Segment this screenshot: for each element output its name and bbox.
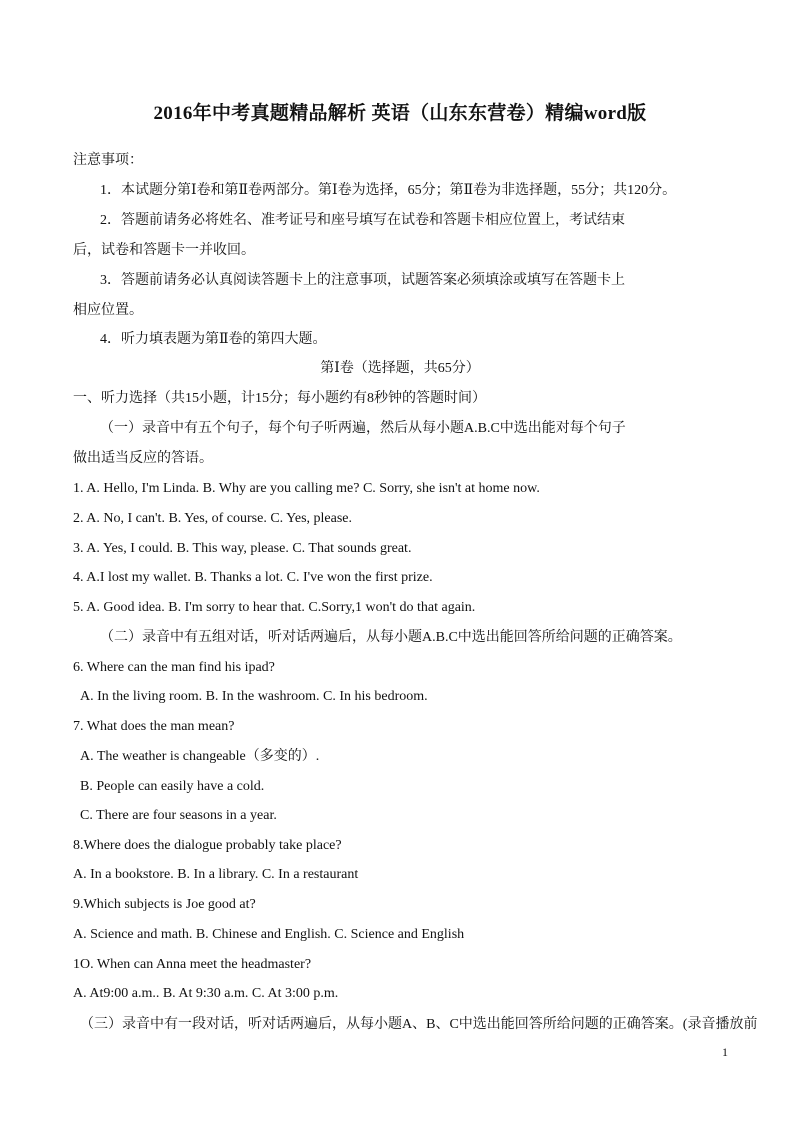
subsection-3-instructions: （三）录音中有一段对话，听对话两遍后，从每小题A、B、C中选出能回答所给问题的正确答案。(录音播放前 [80, 1017, 758, 1032]
page-number: 1 [722, 1045, 728, 1059]
page-title: 2016年中考真题精品解析 英语（山东东营卷）精编word版 [153, 103, 647, 124]
question-9: 9.Which subjects is Joe good at? [73, 897, 256, 912]
question-5: 5. A. Good idea. B. I'm sorry to hear that. C.Sorry,1 won't do that again. [73, 600, 476, 615]
note-item-3-cont: 相应位置。 [73, 303, 143, 318]
note-item-3: 3．答题前请务必认真阅读答题卡上的注意事项，试题答案必须填涂或填写在答题卡上 [100, 273, 625, 288]
subsection-1-instructions-cont: 做出适当反应的答语。 [73, 451, 213, 466]
question-7-option-b: B. People can easily have a cold. [80, 779, 265, 794]
question-10-options: A. At9:00 a.m.. B. At 9:30 a.m. C. At 3:00 p.m. [73, 986, 339, 1001]
question-1: 1. A. Hello, I'm Linda. B. Why are you calling me? C. Sorry, she isn't at home now. [73, 481, 540, 496]
section1-heading: 一、听力选择（共15小题，计15分；每小题约有8秒钟的答题时间） [73, 391, 486, 406]
question-8: 8.Where does the dialogue probably take place? [73, 838, 342, 853]
part1-heading: 第Ⅰ卷（选择题，共65分） [320, 361, 480, 376]
question-9-options: A. Science and math. B. Chinese and English. C. Science and English [73, 927, 465, 942]
note-item-1: 1．本试题分第Ⅰ卷和第Ⅱ卷两部分。第Ⅰ卷为选择，65分；第Ⅱ卷为非选择题，55分；共120分。 [100, 183, 677, 198]
subsection-1-instructions: （一）录音中有五个句子，每个句子听两遍，然后从每小题A.B.C中选出能对每个句子 [100, 421, 626, 436]
notes-heading: 注意事项： [73, 153, 143, 168]
note-item-2: 2．答题前请务必将姓名、准考证号和座号填写在试卷和答题卡相应位置上，考试结束 [100, 213, 625, 228]
subsection-2-instructions: （二）录音中有五组对话，听对话两遍后，从每小题A.B.C中选出能回答所给问题的正确答案。 [100, 630, 682, 645]
question-7-option-c: C. There are four seasons in a year. [80, 808, 277, 823]
question-7: 7. What does the man mean? [73, 719, 235, 734]
question-7-option-a: A. The weather is changeable（多变的）. [80, 749, 320, 764]
question-10: 1O. When can Anna meet the headmaster? [73, 957, 312, 972]
note-item-2-cont: 后，试卷和答题卡一并收回。 [73, 243, 255, 258]
note-item-4: 4．听力填表题为第Ⅱ卷的第四大题。 [100, 332, 327, 347]
question-4: 4. A.I lost my wallet. B. Thanks a lot. C. I've won the first prize. [73, 570, 433, 585]
question-3: 3. A. Yes, I could. B. This way, please. C. That sounds great. [73, 541, 412, 556]
question-2: 2. A. No, I can't. B. Yes, of course. C. Yes, please. [73, 511, 353, 526]
question-8-options: A. In a bookstore. B. In a library. C. In a restaurant [73, 867, 359, 882]
question-6: 6. Where can the man find his ipad? [73, 660, 275, 675]
question-6-options: A. In the living room. B. In the washroom. C. In his bedroom. [80, 689, 428, 704]
